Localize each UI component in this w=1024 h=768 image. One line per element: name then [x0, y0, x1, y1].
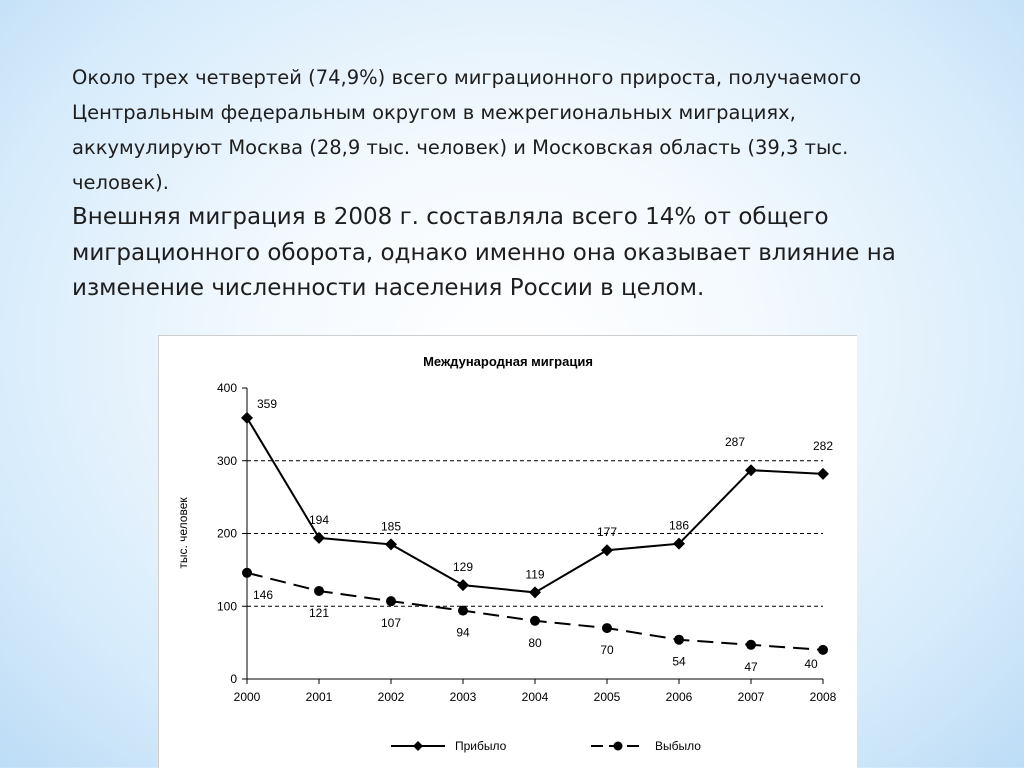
- x-tick-label-2006: 2006: [665, 690, 693, 704]
- point-departures-2008: [818, 645, 828, 655]
- point-departures-2004: [530, 616, 540, 626]
- point-departures-2005: [602, 623, 612, 633]
- point-departures-2006: [674, 635, 684, 645]
- point-departures-2000: [242, 568, 252, 578]
- data-label-arrivals-2006: 186: [668, 518, 690, 533]
- data-label-arrivals-2002: 185: [380, 519, 402, 534]
- point-arrivals-2000: [241, 412, 253, 424]
- point-arrivals-2001: [313, 532, 325, 544]
- chart-title: Международная миграция: [423, 354, 593, 369]
- y-tick-label-300: 300: [216, 453, 237, 468]
- data-label-departures-2007: 47: [744, 659, 758, 674]
- point-arrivals-2004: [529, 586, 541, 598]
- y-tick-label-400: 400: [216, 381, 237, 395]
- x-tick-label-2001: 2001: [305, 690, 333, 704]
- x-tick-label-2004: 2004: [521, 690, 549, 704]
- point-arrivals-2002: [385, 538, 397, 550]
- point-departures-2003: [458, 606, 468, 616]
- data-label-arrivals-2005: 177: [596, 525, 618, 540]
- legend-marker-departures: [614, 742, 623, 751]
- data-labels: [253, 397, 833, 674]
- legend-label-departures: Выбыло: [655, 739, 701, 753]
- migration-line-chart: [159, 336, 857, 768]
- x-tick-label-2007: 2007: [737, 690, 765, 704]
- chart-container: [158, 335, 857, 768]
- x-tick-label-2003: 2003: [449, 690, 477, 704]
- y-axis-label: тыс. человек: [176, 497, 190, 569]
- data-label-departures-2008: 40: [804, 656, 818, 671]
- data-label-departures-2003: 94: [456, 625, 470, 640]
- data-label-arrivals-2008: 282: [812, 438, 834, 453]
- paragraph-external-migration: Внешняя миграция в 2008 г. составляла всего 14% от общего миграционного оборота, однако именно она оказывает влияние на изменение численности населения России в целом.: [72, 204, 896, 301]
- point-departures-2001: [314, 586, 324, 596]
- data-label-arrivals-2001: 194: [308, 512, 330, 527]
- legend-marker-arrivals: [413, 741, 423, 751]
- x-tick-label-2000: 2000: [233, 690, 261, 704]
- legend: [391, 739, 701, 753]
- x-tick-label-2008: 2008: [809, 690, 837, 704]
- data-label-arrivals-2007: 287: [724, 435, 746, 450]
- y-tick-label-0: 0: [230, 672, 237, 686]
- point-departures-2002: [386, 596, 396, 606]
- x-tick-label-2002: 2002: [377, 690, 405, 704]
- axes: [217, 381, 837, 704]
- y-tick-label-100: 100: [216, 599, 237, 614]
- data-label-departures-2000: 146: [252, 587, 274, 602]
- data-label-arrivals-2003: 129: [452, 560, 474, 575]
- x-tick-label-2005: 2005: [593, 690, 621, 704]
- data-label-departures-2002: 107: [380, 616, 402, 631]
- y-tick-label-200: 200: [216, 526, 237, 541]
- data-label-departures-2001: 121: [308, 605, 330, 620]
- paragraph-migration-cfo: Около трех четвертей (74,9%) всего миграционного прироста, получаемого Центральным федеральным округом в межрегиональных миграциях, аккумулируют Москва (28,9 тыс. человек) и Московская область (39,3 тыс. человек).: [72, 66, 862, 194]
- data-label-departures-2005: 70: [600, 643, 614, 658]
- point-arrivals-2008: [817, 468, 829, 480]
- slide-text: [72, 60, 932, 307]
- data-label-arrivals-2004: 119: [525, 567, 545, 582]
- point-arrivals-2005: [601, 544, 613, 556]
- data-label-departures-2006: 54: [672, 654, 686, 669]
- point-arrivals-2003: [457, 579, 469, 591]
- legend-label-arrivals: Прибыло: [455, 739, 507, 753]
- grid-lines: [247, 461, 823, 607]
- data-label-departures-2004: 80: [528, 635, 542, 650]
- data-label-arrivals-2000: 359: [256, 396, 278, 411]
- point-departures-2007: [746, 640, 756, 650]
